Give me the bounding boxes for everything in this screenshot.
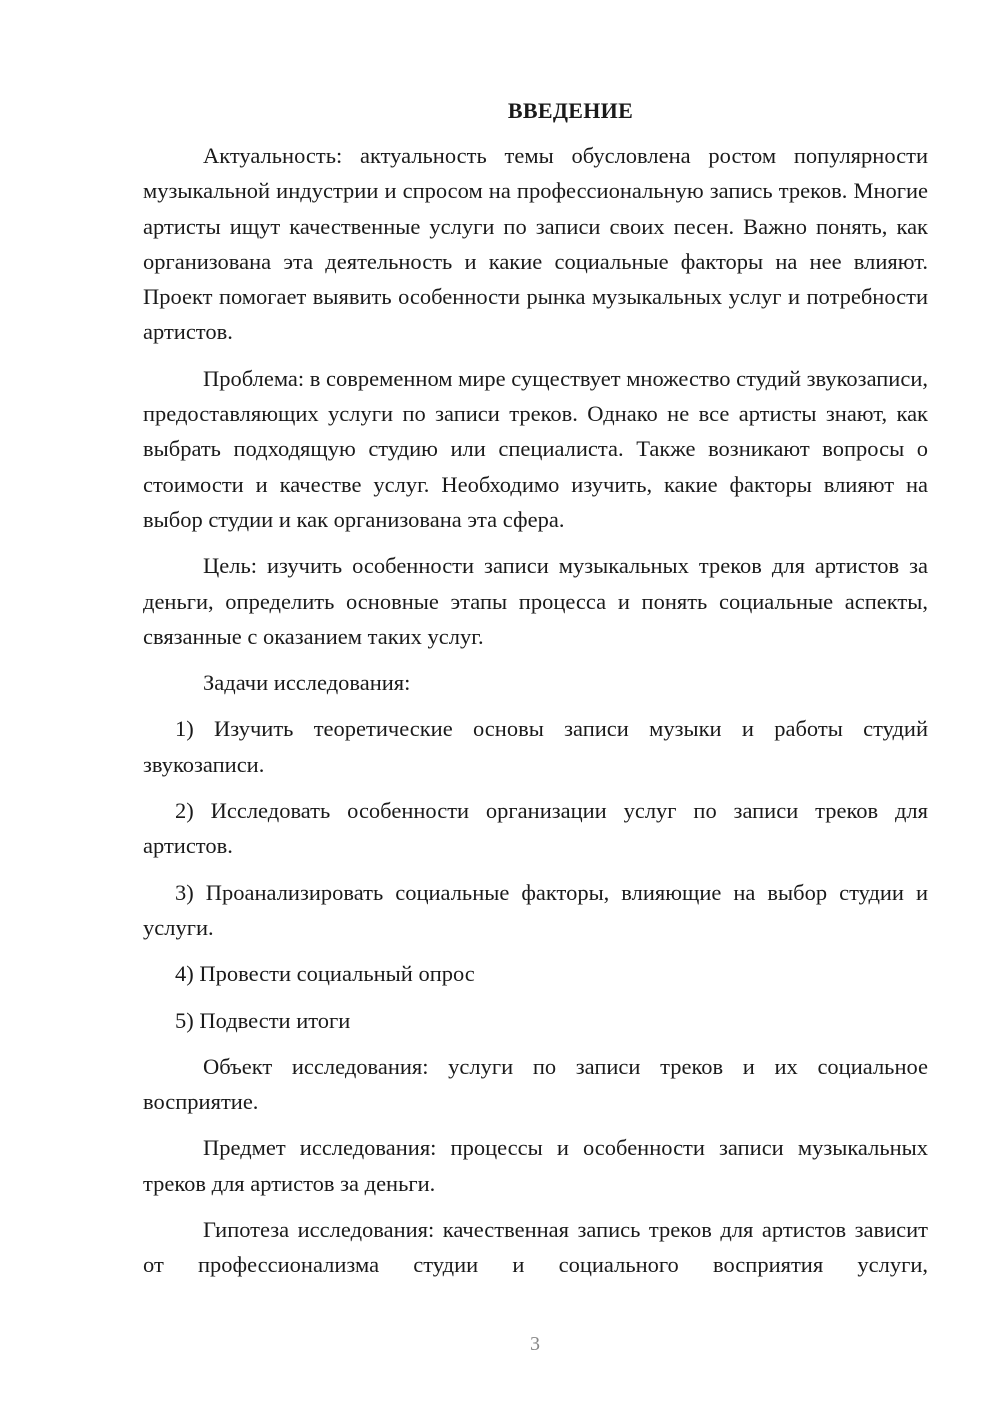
task-item-5: 5) Подвести итоги xyxy=(175,1007,351,1033)
task-item-3: 3) Проанализировать социальные факторы, влияющие на выбор студии и услуги. xyxy=(143,879,928,940)
task-item-1: 1) Изучить теоретические основы записи музыки и работы студий звукозаписи. xyxy=(143,716,928,777)
paragraph-subject: Предмет исследования: процессы и особенности записи музыкальных треков для артистов за деньги. xyxy=(143,1135,928,1196)
paragraph-goal: Цель: изучить особенности записи музыкальных треков для артистов за деньги, определить основные этапы процесса и понять социальные аспекты, связанные с оказанием таких услуг. xyxy=(143,553,928,649)
paragraph-relevance: Актуальность: актуальность темы обусловлена ростом популярности музыкальной индустрии и спросом на профессиональную запись треков. Многие артисты ищут качественные услуги по записи своих песен. Важно понять, как организована эта деятельность и какие социальные факторы на нее влияют. Проект помогает выявить особенности рынка музыкальных услуг и потребности артистов. xyxy=(143,143,928,345)
page-content xyxy=(143,93,928,1283)
task-item-2: 2) Исследовать особенности организации услуг по записи треков для артистов. xyxy=(143,798,928,859)
paragraph-tasks-title: Задачи исследования: xyxy=(203,670,411,696)
page-number: 3 xyxy=(530,1333,540,1355)
section-heading: ВВЕДЕНИЕ xyxy=(507,98,634,123)
paragraph-object: Объект исследования: услуги по записи треков и их социальное восприятие. xyxy=(143,1053,928,1115)
task-item-4: 4) Провести социальный опрос xyxy=(175,961,475,987)
paragraph-hypothesis: Гипотеза исследования: качественная запись треков для артистов зависит от профессионализма студии и социального восприятия услуги, xyxy=(143,1217,928,1278)
paragraph-problem: Проблема: в современном мире существует множество студий звукозаписи, предоставляющих услуги по записи треков. Однако не все артисты знают, как выбрать подходящую студию или специалиста. Также возникают вопросы о стоимости и качестве услуг. Необходимо изучить, какие факторы влияют на выбор студии и как организована эта сфера. xyxy=(143,365,928,532)
